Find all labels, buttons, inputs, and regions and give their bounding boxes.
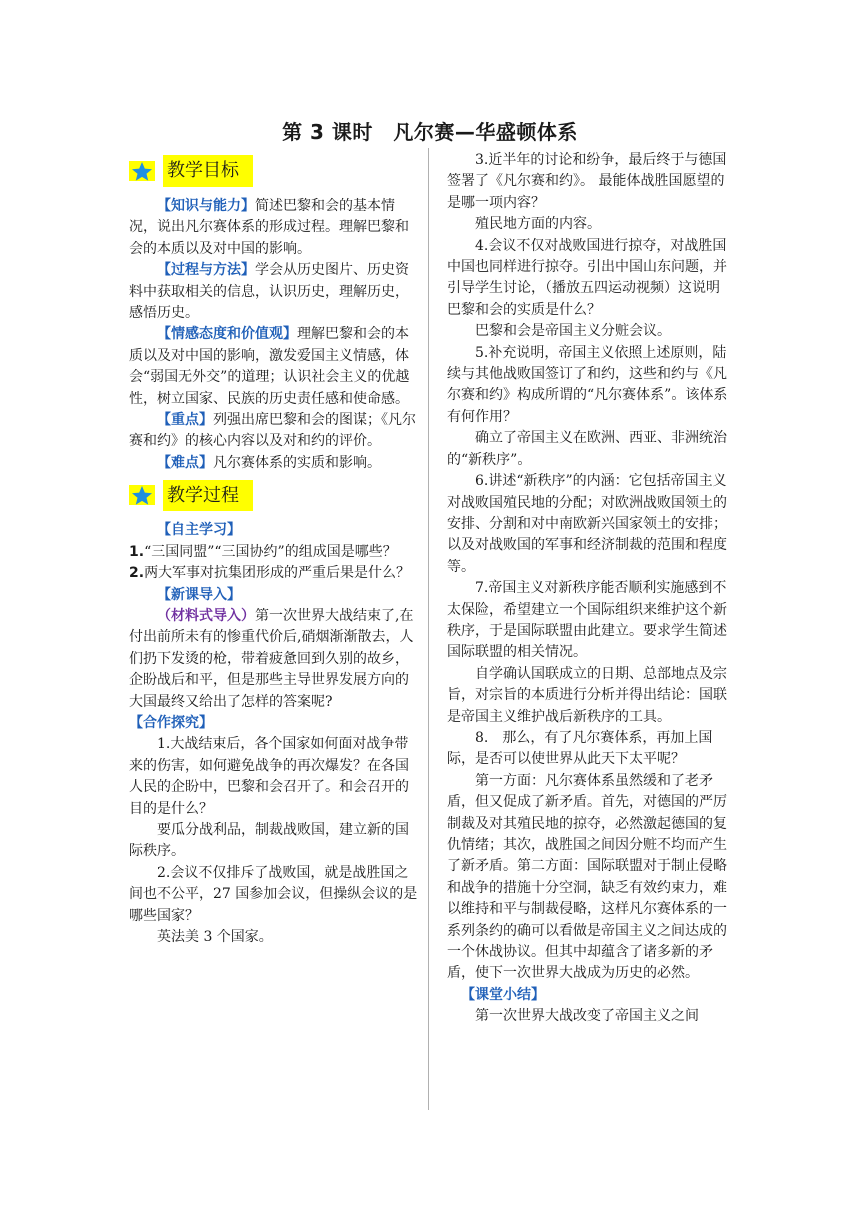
- column-divider: [428, 148, 429, 1110]
- coop-question-4: 4.会议不仅对战败国进行掠夺，对战胜国中国也同样进行掠夺。引出中国山东问题，并引导学生讨论，（播放五四运动视频）这说明巴黎和会的实质是什么？: [447, 237, 727, 318]
- emotion-text: 理解巴黎和会的本质以及对中国的影响，激发爱国主义情感，体会“弱国无外交”的道理；认识社会主义的优越性，树立国家、民族的历史责任感和使命感。: [129, 326, 410, 407]
- question-1-number: 1.: [129, 543, 145, 560]
- tag-summary: 【课堂小结】: [461, 986, 545, 1003]
- knowledge-text: 简述巴黎和会的基本情况，说出凡尔赛体系的形成过程。理解巴黎和会的本质以及对中国的影响。: [129, 198, 409, 257]
- method-text: 学会从历史图片、历史资料中获取相关的信息，认识历史，理解历史，感悟历史。: [129, 262, 409, 322]
- coop-question-8: 8. 那么，有了凡尔赛体系，再加上国际，是否可以使世界从此天下太平呢？: [447, 729, 713, 768]
- left-column: [129, 150, 418, 948]
- coop-heading: [129, 713, 418, 734]
- coop-question-3: 3.近半年的讨论和纷争，最后终于与德国签署了《凡尔赛和约》。 最能体战胜国愿望的是哪一项内容？: [447, 152, 727, 211]
- tag-self-study: 【自主学习】: [157, 522, 241, 539]
- difficult-text: 凡尔赛体系的实质和影响。: [213, 454, 381, 471]
- coop-question-1: 1.大战结束后，各个国家如何面对战争带来的伤害，如何避免战争的再次爆发？在各国人民的企盼中，巴黎和会召开了。和会召开的目的是什么？: [129, 736, 409, 817]
- coop-question-5: 5.补充说明，帝国主义依照上述原则，陆续与其他战败国签订了和约，这些和约与《凡尔赛和约》构成所谓的“凡尔赛体系”。该体系有何作用？: [447, 344, 728, 425]
- coop-answer-5: 确立了帝国主义在欧洲、西亚、非洲统治的“新秩序”。: [447, 430, 727, 468]
- section-title-process: 教学过程: [163, 480, 253, 511]
- section-title-objectives: 教学目标: [163, 155, 253, 186]
- key-paragraph: [129, 410, 418, 453]
- right-column: [447, 150, 732, 1028]
- question-2-number: 2.: [129, 565, 145, 582]
- coop-answer-8: 第一方面：凡尔赛体系虽然缓和了老矛盾，但又促成了新矛盾。首先，对德国的严厉制裁及对其殖民地的掠夺，必然激起德国的复仇情绪；其次，战胜国之间因分赃不均而产生了新矛盾。第二方面：国际联盟对于制止侵略和战争的措施十分空洞，缺乏有效约束力，难以维持和平与制裁侵略，这样凡尔赛体系的一系列条约的确可以看做是帝国主义之间达成的一个休战协议。但其中却蕴含了诸多新的矛盾，使下一次世界大战成为历史的必然。: [447, 772, 727, 982]
- tag-method: 【过程与方法】: [157, 262, 255, 279]
- tag-material: （材料式导入）: [157, 607, 255, 624]
- question-2-text: 两大军事对抗集团形成的严重后果是什么？: [144, 565, 411, 582]
- coop-answer-4: 巴黎和会是帝国主义分赃会议。: [475, 323, 671, 340]
- page-title: 第 3 课时 凡尔赛—华盛顿体系: [282, 120, 578, 144]
- section-process: [129, 476, 418, 514]
- question-1-text: “三国同盟”“三国协约”的组成国是哪些？: [144, 543, 397, 560]
- coop-answer-7: 自学确认国联成立的日期、总部地点及宗旨，对宗旨的本质进行分析并得出结论：国联是帝国主义维护战后新秩序的工具。: [447, 665, 727, 725]
- emotion-paragraph: [129, 324, 418, 410]
- tag-emotion: 【情感态度和价值观】: [157, 326, 297, 343]
- intro-paragraph: [129, 606, 418, 713]
- coop-question-6: 6.讲述“新秩序”的内涵：它包括帝国主义对战败国殖民地的分配；对欧洲战败国领土的安排、分割和对中南欧新兴国家领土的安排；以及对战败国的军事和经济制裁的范围和程度等。: [447, 473, 727, 575]
- method-paragraph: [129, 260, 418, 324]
- tag-knowledge: 【知识与能力】: [157, 198, 255, 214]
- summary-heading: [447, 985, 732, 1006]
- coop-answer-3: 殖民地方面的内容。: [475, 216, 601, 233]
- question-2: [129, 563, 418, 584]
- self-study-heading: [129, 520, 418, 541]
- tag-key: 【重点】: [157, 412, 213, 429]
- section-objectives: [129, 152, 418, 190]
- tag-difficult: 【难点】: [157, 454, 213, 471]
- star-icon: [129, 484, 155, 506]
- star-icon: [129, 160, 155, 182]
- coop-question-2: 2.会议不仅排斥了战败国，就是战胜国之间也不公平，27 国参加会议，但操纵会议的是哪些国家？: [129, 864, 418, 924]
- coop-question-7: 7.帝国主义对新秩序能否顺利实施感到不太保险，希望建立一个国际组织来维护这个新秩序，于是国际联盟由此建立。要求学生简述国际联盟的相关情况。: [447, 580, 727, 661]
- question-1: [129, 542, 418, 563]
- summary-text: 第一次世界大战改变了帝国主义之间: [475, 1008, 699, 1025]
- tag-coop: 【合作探究】: [129, 714, 213, 731]
- knowledge-paragraph: [129, 196, 418, 260]
- key-text: 列强出席巴黎和会的图谋；《凡尔赛和约》的核心内容以及对和约的评价。: [129, 412, 416, 450]
- tag-intro: 【新课导入】: [157, 586, 241, 603]
- intro-text: 第一次世界大战结束了,在付出前所未有的惨重代价后,硝烟渐渐散去，人们扔下发烫的枪，带着疲惫回到久别的故乡，企盼战后和平，但是那些主导世界发展方向的大国最终又给出了怎样的答案呢?: [129, 607, 414, 710]
- coop-answer-1: 要瓜分战利品，制裁战败国，建立新的国际秩序。: [129, 821, 409, 860]
- difficult-paragraph: [129, 453, 418, 474]
- coop-answer-2: 英法美 3 个国家。: [157, 929, 273, 945]
- intro-heading: [129, 585, 418, 606]
